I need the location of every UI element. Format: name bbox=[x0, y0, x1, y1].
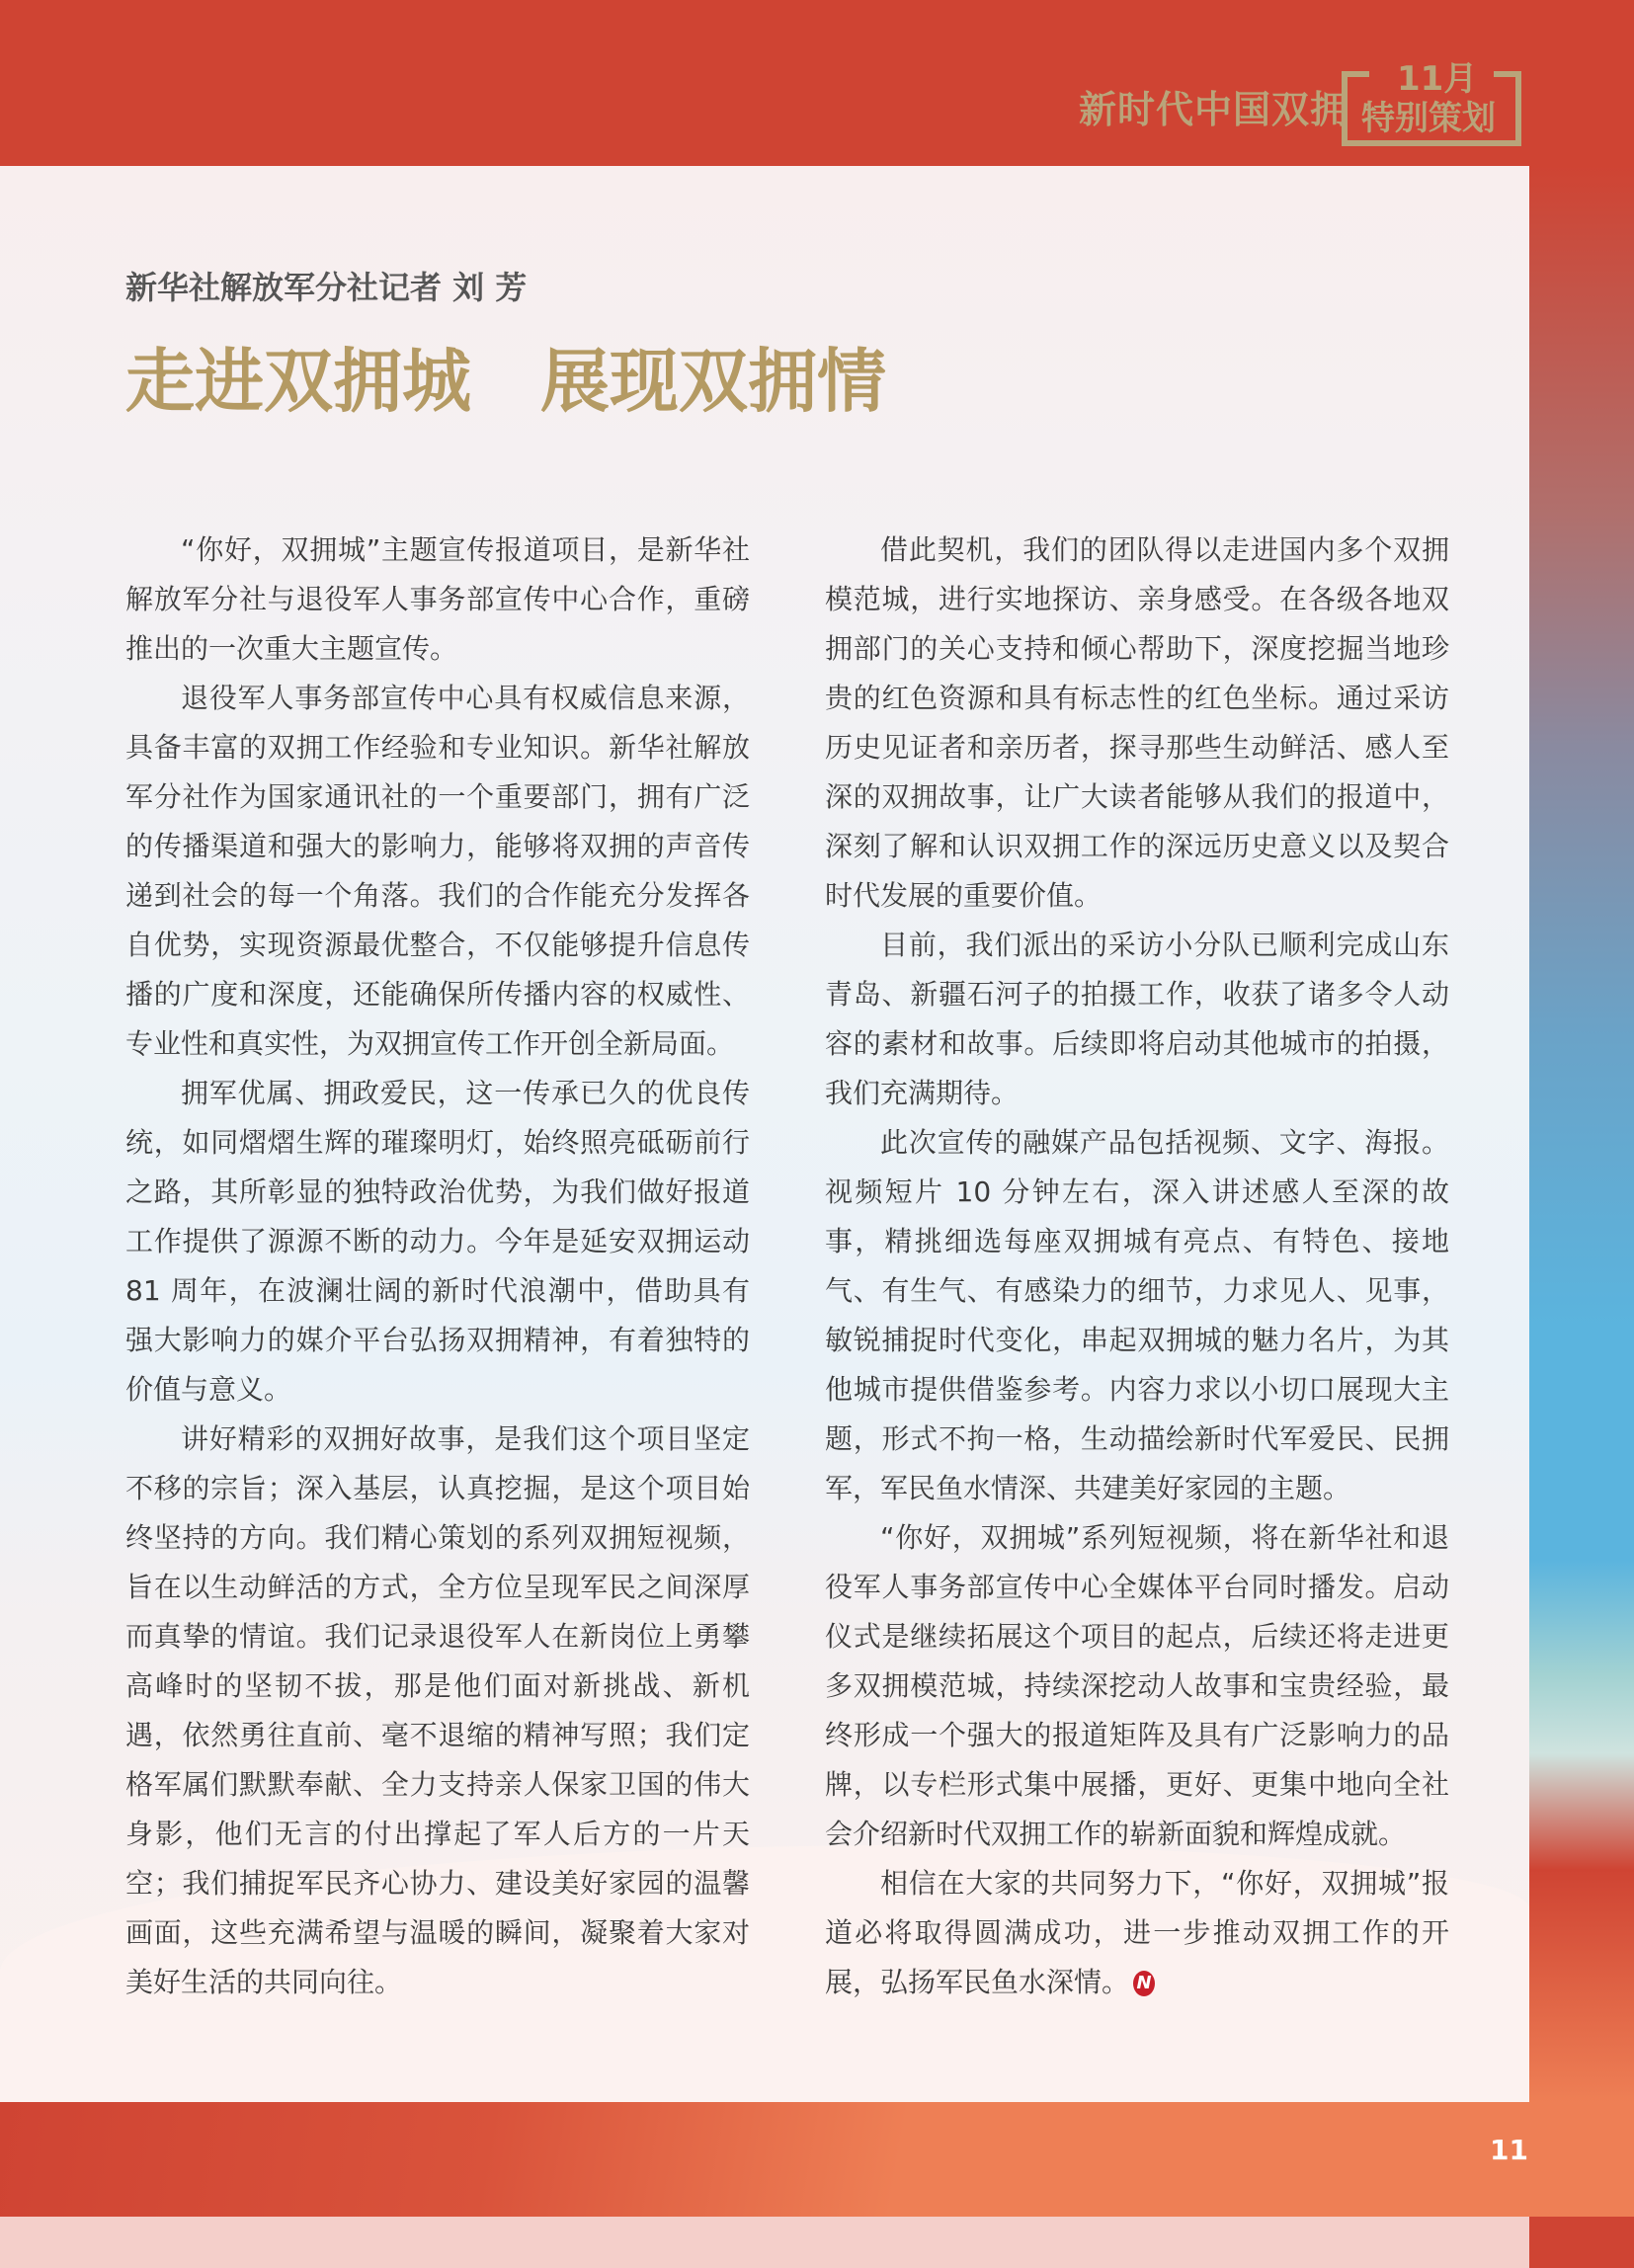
right-column bbox=[825, 526, 1449, 2007]
last-paragraph bbox=[825, 1859, 1449, 2007]
page-number: 11 bbox=[1490, 2134, 1528, 2166]
paragraph: 目前，我们派出的采访小分队已顺利完成山东青岛、新疆石河子的拍摄工作，收获了诸多令人动容的素材和故事。后续即将启动其他城市的拍摄，我们充满期待。 bbox=[825, 929, 1449, 1109]
paragraph: 借此契机，我们的团队得以走进国内多个双拥模范城，进行实地探访、亲身感受。在各级各地双拥部门的关心支持和倾心帮助下，深度挖掘当地珍贵的红色资源和具有标志性的红色坐标。通过采访历史见证者和亲历者，探寻那些生动鲜活、感人至深的双拥故事，让广大读者能够从我们的报道中，深刻了解和认识双拥工作的深远历史意义以及契合时代发展的重要价值。 bbox=[825, 533, 1449, 912]
badge-special: 特别策划 bbox=[1361, 99, 1496, 138]
paragraph: “你好，双拥城”主题宣传报道项目，是新华社解放军分社与退役军人事务部宣传中心合作，重磅推出的一次重大主题宣传。 bbox=[125, 533, 750, 665]
paragraph: 拥军优属、拥政爱民，这一传承已久的优良传统，如同熠熠生辉的璀璨明灯，始终照亮砥砺前行之路，其所彰显的独特政治优势，为我们做好报道工作提供了源源不断的动力。今年是延安双拥运动 81 周年，在波澜壮阔的新时代浪潮中，借助具有强大影响力的媒介平台弘扬双拥精神，有着独特的价值与意义。 bbox=[125, 1077, 750, 1406]
paragraph: “你好，双拥城”系列短视频，将在新华社和退役军人事务部宣传中心全媒体平台同时播发。启动仪式是继续拓展这个项目的起点，后续还将走进更多双拥模范城，持续深挖动人故事和宝贵经验，最终形成一个强大的报道矩阵及具有广泛影响力的品牌，以专栏形式集中展播，更好、更集中地向全社会介绍新时代双拥工作的崭新面貌和辉煌成就。 bbox=[825, 1521, 1449, 1850]
article-title: 走进双拥城 展现双拥情 bbox=[125, 340, 886, 422]
left-column bbox=[125, 526, 750, 2007]
byline: 新华社解放军分社记者 刘 芳 bbox=[125, 269, 528, 306]
section-tag: 新时代中国双拥 bbox=[1079, 88, 1349, 131]
end-mark-icon: N bbox=[1133, 1971, 1155, 1996]
badge-month: 11月 bbox=[1391, 51, 1483, 100]
bottom-band bbox=[0, 2102, 1634, 2217]
paragraph: 退役军人事务部宣传中心具有权威信息来源，具备丰富的双拥工作经验和专业知识。新华社解放军分社作为国家通讯社的一个重要部门，拥有广泛的传播渠道和强大的影响力，能够将双拥的声音传递到社会的每一个角落。我们的合作能充分发挥各自优势，实现资源最优整合，不仅能够提升信息传播的广度和深度，还能确保所传播内容的权威性、专业性和真实性，为双拥宣传工作开创全新局面。 bbox=[125, 682, 750, 1060]
paragraph: 讲好精彩的双拥好故事，是我们这个项目坚定不移的宗旨；深入基层，认真挖掘，是这个项目始终坚持的方向。我们精心策划的系列双拥短视频，旨在以生动鲜活的方式，全方位呈现军民之间深厚而真挚的情谊。我们记录退役军人在新岗位上勇攀高峰时的坚韧不拔，那是他们面对新挑战、新机遇，依然勇往直前、毫不退缩的精神写照；我们定格军属们默默奉献、全力支持亲人保家卫国的伟大身影，他们无言的付出撑起了军人后方的一片天空；我们捕捉军民齐心协力、建设美好家园的温馨画面，这些充满希望与温暖的瞬间，凝聚着大家对美好生活的共同向往。 bbox=[125, 1422, 750, 1998]
decorative-strip bbox=[1529, 166, 1634, 2102]
paragraph-text: 相信在大家的共同努力下，“你好，双拥城”报道必将取得圆满成功，进一步推动双拥工作的开展，弘扬军民鱼水深情。 bbox=[825, 1867, 1449, 1998]
paragraph: 此次宣传的融媒产品包括视频、文字、海报。视频短片 10 分钟左右，深入讲述感人至深的故事，精挑细选每座双拥城有亮点、有特色、接地气、有生气、有感染力的细节，力求见人、见事，敏锐捕捉时代变化，串起双拥城的魅力名片，为其他城市提供借鉴参考。内容力求以小切口展现大主题，形式不拘一格，生动描绘新时代军爱民、民拥军，军民鱼水情深、共建美好家园的主题。 bbox=[825, 1126, 1449, 1504]
